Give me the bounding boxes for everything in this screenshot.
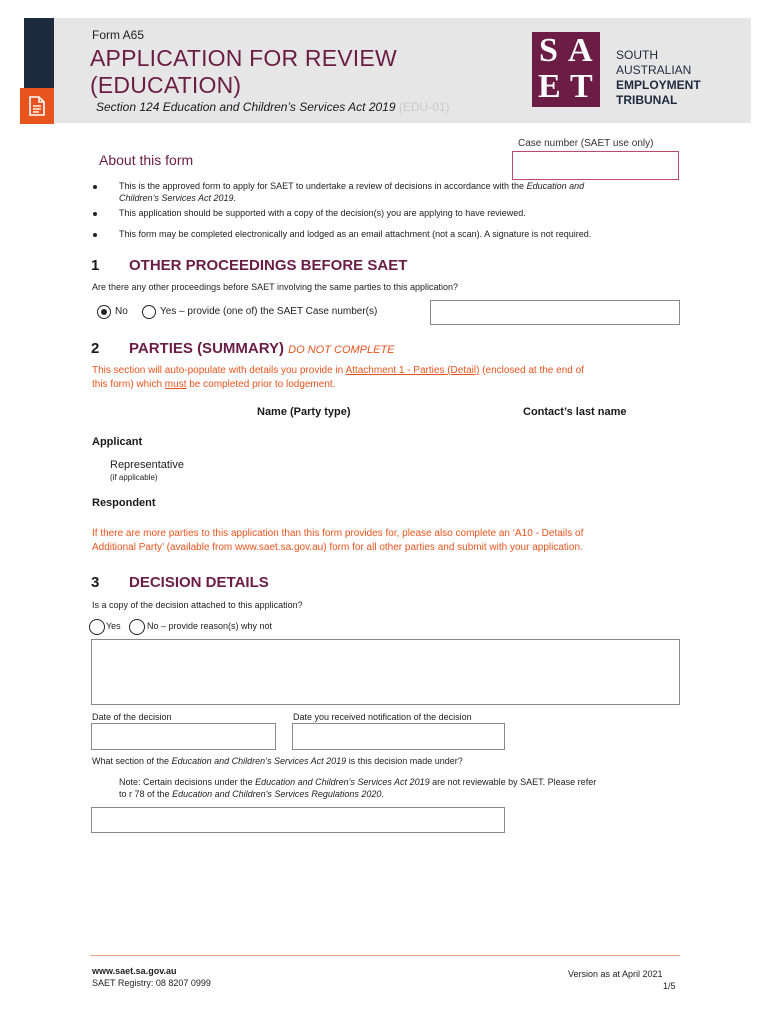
section-3-number: 3	[91, 574, 100, 591]
page-subtitle	[96, 100, 450, 114]
about-heading: About this form	[99, 152, 194, 168]
if-applicable-label: (if applicable)	[110, 473, 158, 482]
about-bullet-1	[119, 180, 679, 204]
reviewable-note-b: are not reviewable by SAET. Please refer	[432, 777, 597, 787]
footer-registry: SAET Registry: 08 8207 0999	[92, 978, 211, 988]
section-2-title-text: PARTIES (SUMMARY)	[129, 340, 284, 357]
section-3-question: Is a copy of the decision attached to this application?	[92, 600, 303, 610]
date-of-decision-label: Date of the decision	[92, 712, 172, 722]
footer-version: Version as at April 2021	[568, 969, 663, 979]
logo-glyph-s: S	[539, 32, 558, 69]
parties-note-text-2: (enclosed at the end of	[482, 365, 584, 376]
logo-glyph-e: E	[538, 68, 561, 105]
additional-parties-note	[92, 527, 692, 555]
logo-glyph-a: A	[568, 32, 593, 69]
act-section-q-italic: Education and Children’s Services Act 2019	[171, 756, 347, 766]
reviewable-note	[119, 776, 689, 800]
additional-parties-line2: Additional Party’ (available from www.saet.sa.gov.au) form for all other parties and submit with your application.	[92, 542, 583, 553]
representative-label: Representative	[110, 459, 184, 471]
bullet-dot	[93, 233, 97, 237]
logo-line-tribunal: TRIBUNAL	[616, 93, 678, 107]
about-bullet-1-line2: Children’s Services Act 2019.	[119, 193, 237, 203]
radio-no-label: No	[115, 306, 128, 317]
reviewable-note-line2a: to r 78 of the	[119, 789, 170, 799]
form-number: Form A65	[92, 28, 145, 42]
column-header-name: Name (Party type)	[257, 406, 351, 418]
about-bullet-2: This application should be supported with a copy of the decision(s) you are applying to have reviewed.	[119, 208, 526, 218]
date-notification-label: Date you received notification of the decision	[293, 712, 472, 722]
parties-auto-populate-note	[92, 364, 692, 392]
logo-line-south: SOUTH	[616, 48, 658, 62]
about-bullet-1-italic: Education and	[526, 181, 585, 191]
radio-decision-no-label: No – provide reason(s) why not	[147, 621, 273, 631]
case-number-label: Case number (SAET use only)	[518, 138, 654, 149]
act-section-q-a: What section of the	[92, 756, 170, 766]
bullet-dot	[93, 212, 97, 216]
document-icon	[20, 88, 54, 124]
reviewable-note-a: Note: Certain decisions under the	[119, 777, 253, 787]
radio-decision-yes-label: Yes	[106, 621, 121, 631]
parties-note-line2b: be completed prior to lodgement.	[189, 379, 336, 390]
case-number-field[interactable]	[512, 151, 679, 180]
subtitle-act: Section 124 Education and Children’s Services Act 2019	[96, 100, 396, 114]
footer-page-number: 1/5	[663, 981, 676, 991]
bullet-dot	[93, 185, 97, 189]
respondent-label: Respondent	[92, 497, 156, 509]
page-title-line2: (EDUCATION)	[90, 72, 242, 98]
section-3-title: DECISION DETAILS	[129, 574, 269, 591]
radio-yes-label: Yes – provide (one of) the SAET Case number(s)	[160, 306, 378, 317]
logo-line-australian: AUSTRALIAN	[616, 63, 692, 77]
date-notification-field[interactable]	[292, 723, 505, 750]
act-section-question	[92, 756, 463, 766]
section-1-title: OTHER PROCEEDINGS BEFORE SAET	[129, 257, 408, 274]
logo-line-employment: EMPLOYMENT	[616, 78, 701, 92]
reviewable-note-line2b: .	[381, 789, 384, 799]
attachment-1-link[interactable]: Attachment 1 - Parties (Detail)	[345, 365, 480, 376]
parties-note-line2a: this form) which	[92, 379, 163, 390]
reviewable-note-italic2: Education and Children's Services Regulations 2020	[172, 789, 382, 799]
radio-no-other-proceedings[interactable]	[97, 305, 111, 319]
saet-logo	[532, 32, 600, 107]
about-bullet-3: This form may be completed electronically and lodged as an email attachment (not a scan). A signature is not required.	[119, 229, 592, 239]
radio-decision-attached-yes[interactable]	[89, 619, 105, 635]
section-2-number: 2	[91, 340, 100, 357]
reviewable-note-italic1: Education and Children's Services Act 2019	[255, 777, 430, 787]
act-section-q-b: is this decision made under?	[348, 756, 463, 766]
date-of-decision-field[interactable]	[91, 723, 276, 750]
act-section-field[interactable]	[91, 807, 505, 833]
parties-note-text: This section will auto-populate with details you provide in	[92, 365, 344, 376]
about-bullet-1-text: This is the approved form to apply for SAET to undertake a review of decisions in accordance with the	[119, 181, 525, 191]
section-1-question: Are there any other proceedings before SAET involving the same parties to this application?	[92, 282, 459, 292]
subtitle-code: (EDU-01)	[398, 100, 450, 114]
reasons-textarea[interactable]	[91, 639, 680, 705]
parties-note-must: must	[164, 379, 187, 390]
section-2-title	[129, 340, 395, 357]
page-title-line1: APPLICATION FOR REVIEW	[90, 45, 397, 71]
applicant-label: Applicant	[92, 436, 143, 448]
logo-glyph-t: T	[570, 68, 593, 105]
do-not-complete-note: DO NOT COMPLETE	[288, 344, 395, 356]
column-header-contact: Contact’s last name	[523, 406, 627, 418]
section-1-number: 1	[91, 257, 100, 274]
footer-divider	[90, 955, 680, 956]
logo-wordmark	[616, 48, 701, 108]
radio-decision-attached-no[interactable]	[129, 619, 145, 635]
radio-yes-other-proceedings[interactable]	[142, 305, 156, 319]
footer-website[interactable]: www.saet.sa.gov.au	[92, 966, 177, 976]
saet-case-number-field[interactable]	[430, 300, 680, 325]
additional-parties-line1: If there are more parties to this application than this form provides for, please also complete an ‘A10 - Details of	[92, 528, 584, 539]
